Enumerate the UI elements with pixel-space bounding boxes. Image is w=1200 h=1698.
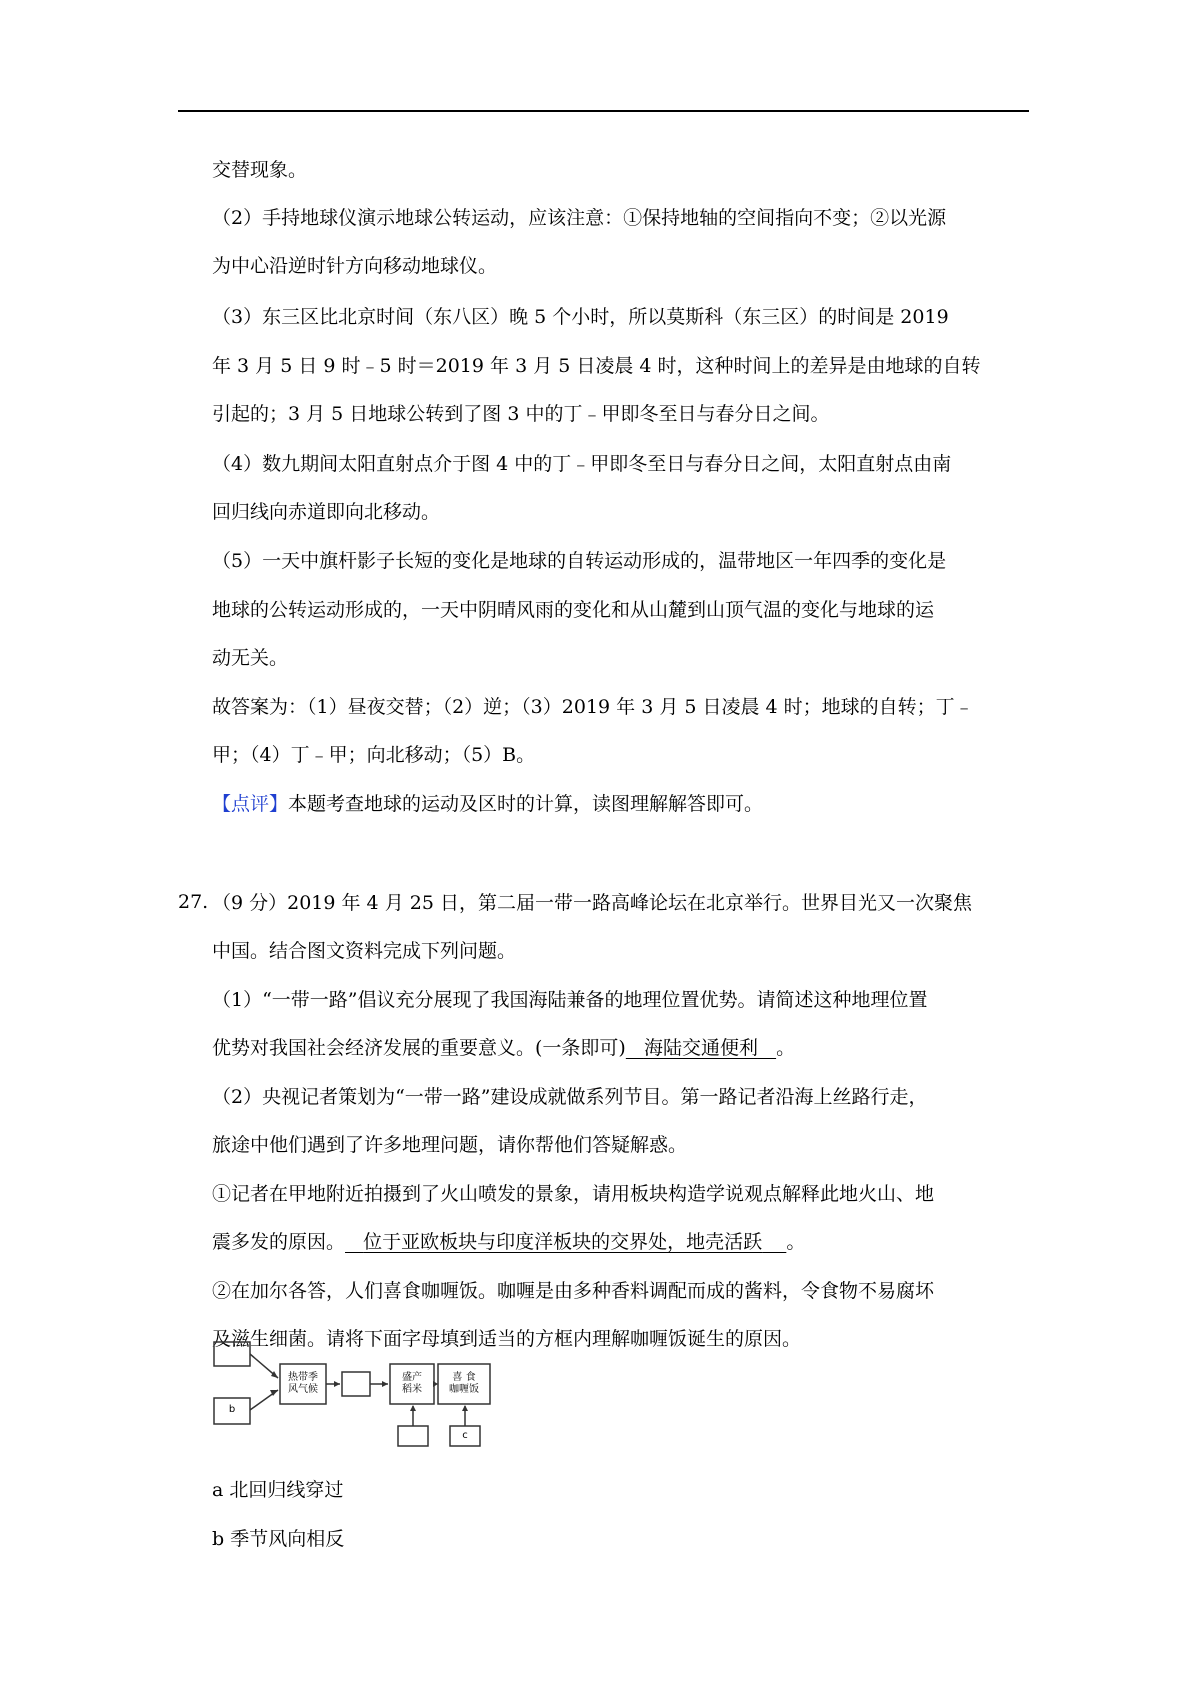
question-part xyxy=(212,1230,805,1254)
box-rice-label: 盛产 xyxy=(402,1372,422,1383)
box-rice-label: 稻米 xyxy=(402,1384,422,1395)
option-b: b 季节风向相反 xyxy=(212,1528,345,1550)
question-part: ①记者在甲地附近拍摄到了火山喷发的景象，请用板块构造学说观点解释此地火山、地 xyxy=(212,1183,935,1205)
box-curry-label: 咖喱饭 xyxy=(449,1384,479,1395)
question-part: ②在加尔各答，人们喜食咖喱饭。咖喱是由多种香料调配而成的酱料，令食物不易腐坏 xyxy=(212,1280,935,1302)
text-line: 回归线向赤道即向北移动。 xyxy=(212,501,441,523)
text-line: 引起的；3 月 5 日地球公转到了图 3 中的丁﹣甲即冬至日与春分日之间。 xyxy=(212,403,830,425)
answer-text: 位于亚欧板块与印度洋板块的交界处，地壳活跃 xyxy=(363,1231,763,1253)
text-line: 地球的公转运动形成的，一天中阴晴风雨的变化和从山麓到山顶气温的变化与地球的运 xyxy=(212,599,935,621)
answer-line: 甲；（4）丁﹣甲；向北移动；（5）B。 xyxy=(212,744,536,766)
question-text: 震多发的原因。 xyxy=(212,1231,346,1253)
text-line: （4）数九期间太阳直射点介于图 4 中的丁﹣甲即冬至日与春分日之间，太阳直射点由南 xyxy=(212,453,952,475)
box-c-label: c xyxy=(462,1430,468,1441)
blank-box-bottom xyxy=(398,1426,428,1446)
answer-line: 故答案为：（1）昼夜交替；（2）逆；（3）2019 年 3 月 5 日凌晨 4 时；地球的自转；丁﹣ xyxy=(212,696,974,718)
question-part: （1）“一带一路”倡议充分展现了我国海陆兼备的地理位置优势。请简述这种地理位置 xyxy=(212,989,928,1011)
answer-text: 海陆交通便利 xyxy=(643,1037,758,1059)
text-line: （5）一天中旗杆影子长短的变化是地球的自转运动形成的，温带地区一年四季的变化是 xyxy=(212,550,947,572)
blank-box-middle xyxy=(342,1372,370,1396)
text-line: 年 3 月 5 日 9 时﹣5 时＝2019 年 3 月 5 日凌晨 4 时，这种时间上的差异是由地球的自转 xyxy=(212,355,981,377)
header-rule xyxy=(178,110,1029,112)
box-curry-label: 喜 食 xyxy=(452,1372,476,1383)
question-part: （2）央视记者策划为“一带一路”建设成就做系列节目。第一路记者沿海上丝路行走， xyxy=(212,1086,928,1108)
question-text: 。 xyxy=(776,1037,796,1059)
comment-label: 【点评】 xyxy=(212,793,289,815)
comment-line xyxy=(212,792,763,816)
box-climate-label: 风气候 xyxy=(288,1384,318,1395)
comment-text: 本题考查地球的运动及区时的计算，读图理解解答即可。 xyxy=(288,793,764,815)
question-part xyxy=(212,1036,795,1060)
text-line: 为中心沿逆时针方向移动地球仪。 xyxy=(212,255,498,277)
question-text: 。 xyxy=(786,1231,806,1253)
question-part: 及滋生细菌。请将下面字母填到适当的方框内理解咖喱饭诞生的原因。 xyxy=(212,1328,802,1350)
question-text: 优势对我国社会经济发展的重要意义。(一条即可) xyxy=(212,1037,626,1059)
question-stem: 中国。结合图文资料完成下列问题。 xyxy=(212,940,517,962)
flow-diagram xyxy=(212,1340,492,1450)
box-b-label: b xyxy=(228,1404,236,1415)
option-a: a 北回归线穿过 xyxy=(212,1479,344,1501)
question-number: 27. xyxy=(178,891,209,913)
question-stem: （9 分）2019 年 4 月 25 日，第二届一带一路高峰论坛在北京举行。世界目光又一次聚焦 xyxy=(212,892,972,914)
answer-underlined xyxy=(345,1231,786,1253)
box-climate-label: 热带季 xyxy=(288,1372,318,1383)
text-line: （3）东三区比北京时间（东八区）晚 5 个小时，所以莫斯科（东三区）的时间是 2019 xyxy=(212,306,949,328)
text-line: 动无关。 xyxy=(212,647,289,669)
blank-box-top-left xyxy=(214,1342,250,1366)
text-line: （2）手持地球仪演示地球公转运动，应该注意：①保持地轴的空间指向不变；②以光源 xyxy=(212,207,947,229)
answer-underlined xyxy=(626,1037,776,1059)
text-line: 交替现象。 xyxy=(212,159,308,181)
question-part: 旅途中他们遇到了许多地理问题，请你帮他们答疑解惑。 xyxy=(212,1134,688,1156)
